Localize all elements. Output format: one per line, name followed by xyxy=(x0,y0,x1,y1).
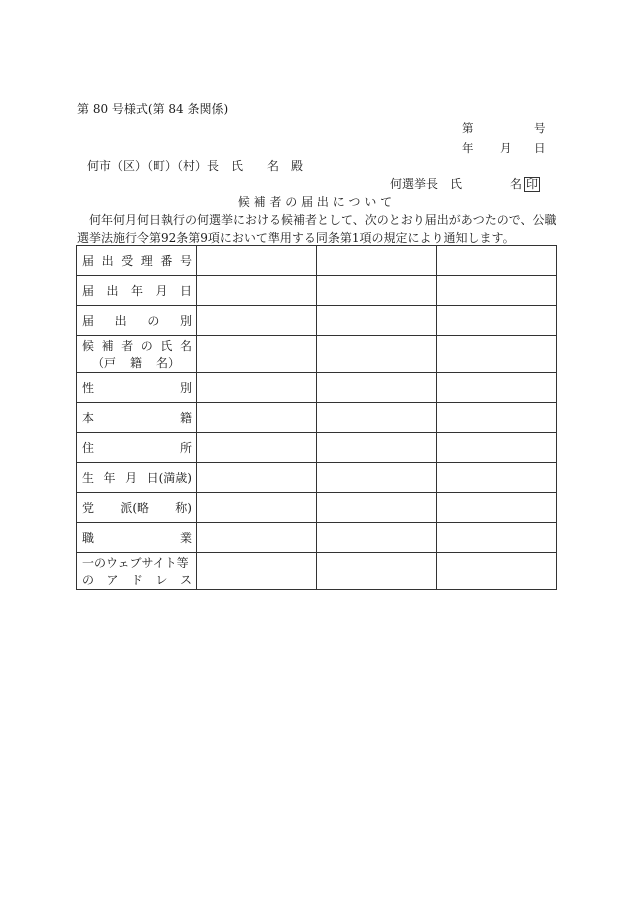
entry-cell[interactable] xyxy=(197,433,317,463)
row-label-char: 住 xyxy=(82,441,95,455)
entry-cell[interactable] xyxy=(317,246,437,276)
row-label-main xyxy=(82,499,192,516)
document-title: 候 補 者 の 届 出 に つ い て xyxy=(237,195,393,209)
entry-cell[interactable] xyxy=(437,433,557,463)
row-label-char: 生 xyxy=(82,471,95,485)
row-label-char: 出 xyxy=(106,284,119,298)
row-label-main xyxy=(82,312,192,329)
row-label-char: 年 xyxy=(103,471,116,485)
entry-cell[interactable] xyxy=(197,553,317,590)
row-label-char: 番 xyxy=(160,254,173,268)
entry-cell[interactable] xyxy=(197,276,317,306)
entry-cell[interactable] xyxy=(437,553,557,590)
entry-cell[interactable] xyxy=(437,523,557,553)
row-label xyxy=(77,276,197,306)
row-label-char: 別 xyxy=(179,314,192,328)
row-label-sub-char: の xyxy=(82,573,95,587)
entry-cell[interactable] xyxy=(437,403,557,433)
row-label-char: 届 xyxy=(82,314,95,328)
row-label-main xyxy=(82,282,192,299)
table-row xyxy=(77,433,557,463)
table-row xyxy=(77,493,557,523)
row-label-char: 氏 xyxy=(160,339,173,353)
row-label-char: 年 xyxy=(130,284,143,298)
addressee: 何市（区）（町）（村）長 氏 名 殿 xyxy=(87,159,304,173)
row-label-char: 称) xyxy=(175,501,192,515)
row-label xyxy=(77,463,197,493)
seal-mark: 印 xyxy=(526,177,539,191)
row-label-char: 理 xyxy=(140,254,153,268)
entry-cell[interactable] xyxy=(197,306,317,336)
row-label xyxy=(77,306,197,336)
entry-cell[interactable] xyxy=(317,493,437,523)
row-label-sub xyxy=(82,354,192,371)
row-label-main xyxy=(82,379,192,396)
entry-cell[interactable] xyxy=(317,553,437,590)
notification-table xyxy=(76,245,557,590)
date-day: 日 xyxy=(534,141,546,155)
row-label-char: 月 xyxy=(125,471,138,485)
entry-cell[interactable] xyxy=(437,336,557,373)
row-label xyxy=(77,246,197,276)
row-label-char: 補 xyxy=(101,339,114,353)
row-label-char: 籍 xyxy=(179,411,192,425)
row-label xyxy=(77,403,197,433)
row-label-char: 日(満歳) xyxy=(146,471,192,485)
date-year: 年 xyxy=(462,141,474,155)
entry-cell[interactable] xyxy=(197,523,317,553)
row-label-char: 所 xyxy=(179,441,192,455)
entry-cell[interactable] xyxy=(197,403,317,433)
date-month: 月 xyxy=(500,141,512,155)
row-label-main xyxy=(82,554,192,571)
entry-cell[interactable] xyxy=(437,373,557,403)
row-label-char: の xyxy=(147,314,160,328)
number-prefix: 第 xyxy=(462,121,474,135)
row-label-sub-char: ア xyxy=(106,573,119,587)
body-line-2: 選挙法施行令第92条第9項において準用する同条第1項の規定により通知します。 xyxy=(77,231,515,245)
entry-cell[interactable] xyxy=(197,373,317,403)
entry-cell[interactable] xyxy=(317,306,437,336)
row-label-char: 日 xyxy=(179,284,192,298)
row-label-sub xyxy=(82,571,192,588)
row-label-char: 一のウェブサイト等 xyxy=(82,556,189,570)
row-label-char: 業 xyxy=(179,531,192,545)
row-label-sub-char: ド xyxy=(130,573,143,587)
row-label-char: 届 xyxy=(82,254,95,268)
row-label-char: 性 xyxy=(82,381,95,395)
table-row xyxy=(77,553,557,590)
row-label-main xyxy=(82,529,192,546)
row-label xyxy=(77,553,197,590)
table-row xyxy=(77,246,557,276)
sender xyxy=(390,175,540,192)
entry-cell[interactable] xyxy=(317,276,437,306)
entry-cell[interactable] xyxy=(317,463,437,493)
row-label-char: の xyxy=(140,339,153,353)
entry-cell[interactable] xyxy=(197,246,317,276)
row-label-main xyxy=(82,439,192,456)
entry-cell[interactable] xyxy=(437,306,557,336)
entry-cell[interactable] xyxy=(197,336,317,373)
row-label-char: 派(略 xyxy=(120,501,149,515)
table-row xyxy=(77,463,557,493)
entry-cell[interactable] xyxy=(317,523,437,553)
row-label-char: 別 xyxy=(179,381,192,395)
row-label-char: 月 xyxy=(155,284,168,298)
entry-cell[interactable] xyxy=(317,433,437,463)
row-label xyxy=(77,493,197,523)
row-label-sub-char: 名） xyxy=(155,356,180,370)
number-suffix: 号 xyxy=(534,121,546,135)
row-label xyxy=(77,336,197,373)
entry-cell[interactable] xyxy=(437,493,557,523)
row-label-main xyxy=(82,252,192,269)
entry-cell[interactable] xyxy=(437,463,557,493)
row-label-sub-char: レ xyxy=(155,573,168,587)
row-label-sub-char: 籍 xyxy=(129,356,142,370)
table-row xyxy=(77,523,557,553)
row-label-char: 号 xyxy=(179,254,192,268)
row-label xyxy=(77,523,197,553)
table-row xyxy=(77,306,557,336)
row-label-sub-char: ス xyxy=(179,573,192,587)
table-row xyxy=(77,403,557,433)
row-label-sub-char: （戸 xyxy=(92,356,117,370)
table-row xyxy=(77,336,557,373)
row-label-main xyxy=(82,469,192,486)
row-label-main xyxy=(82,337,192,354)
row-label xyxy=(77,433,197,463)
entry-cell[interactable] xyxy=(197,463,317,493)
entry-cell[interactable] xyxy=(317,403,437,433)
row-label-char: 受 xyxy=(121,254,134,268)
row-label-char: 出 xyxy=(114,314,127,328)
entry-cell[interactable] xyxy=(317,336,437,373)
row-label xyxy=(77,373,197,403)
row-label-char: 本 xyxy=(82,411,95,425)
row-label-char: 出 xyxy=(101,254,114,268)
entry-cell[interactable] xyxy=(437,276,557,306)
entry-cell[interactable] xyxy=(317,373,437,403)
entry-cell[interactable] xyxy=(197,493,317,523)
row-label-char: 名 xyxy=(179,339,192,353)
row-label-main xyxy=(82,409,192,426)
row-label-char: 職 xyxy=(82,531,95,545)
sender-name: 何選挙長 氏 名 xyxy=(390,177,523,191)
row-label-char: 候 xyxy=(82,339,95,353)
body-paragraph xyxy=(77,211,557,247)
row-label-char: 党 xyxy=(82,501,95,515)
row-label-char: 届 xyxy=(82,284,95,298)
form-number: 第 80 号様式(第 84 条関係) xyxy=(77,102,229,116)
row-label-char: 者 xyxy=(121,339,134,353)
table-row xyxy=(77,276,557,306)
body-line-1: 何年何月何日執行の何選挙における候補者として、次のとおり届出があつたので、公職 xyxy=(77,213,557,227)
table-row xyxy=(77,373,557,403)
entry-cell[interactable] xyxy=(437,246,557,276)
